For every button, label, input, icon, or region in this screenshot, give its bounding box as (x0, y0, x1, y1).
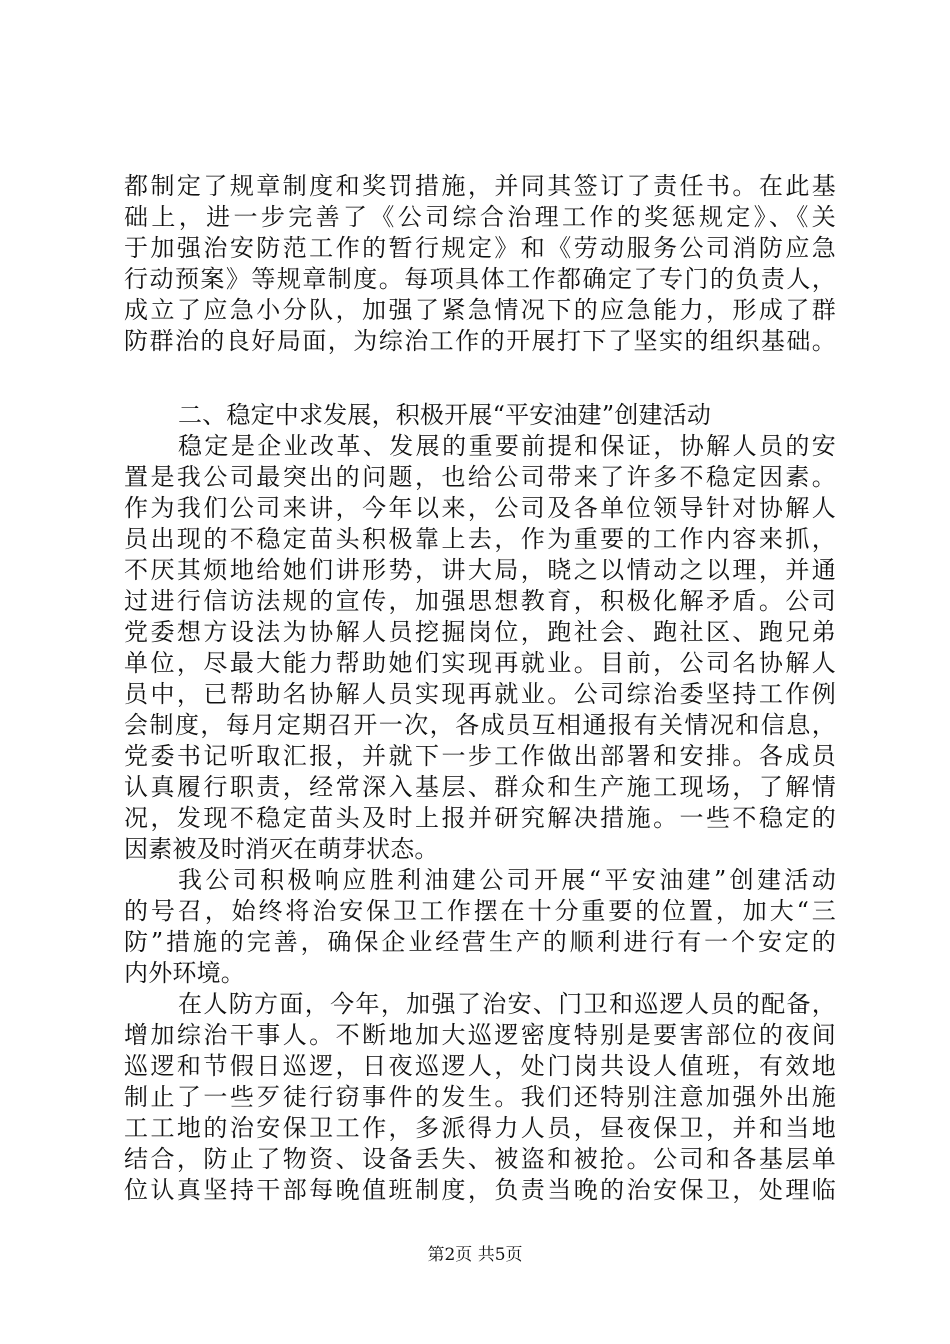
text-line: 成立了应急小分队，加强了紧急情况下的应急能力，形成了群 (124, 296, 836, 324)
text-line: 工工地的治安保卫工作，多派得力人员，昼夜保卫，并和当地 (124, 1114, 836, 1142)
text-line: 稳定是企业改革、发展的重要前提和保证，协解人员的安 (178, 432, 836, 460)
text-line: 位认真坚持干部每晚值班制度，负责当晚的治安保卫，处理临 (124, 1176, 836, 1204)
text-line: 我公司积极响应胜利油建公司开展“平安油建”创建活动 (178, 866, 836, 894)
paragraph-3 (124, 865, 836, 989)
text-line: 单位，尽最大能力帮助她们实现再就业。目前，公司名协解人 (124, 649, 836, 677)
text-line: 员出现的不稳定苗头积极靠上去，作为重要的工作内容来抓， (124, 525, 836, 553)
text-line: 况，发现不稳定苗头及时上报并研究解决措施。一些不稳定的 (124, 804, 836, 832)
text-line: 置是我公司最突出的问题，也给公司带来了许多不稳定因素。 (124, 463, 836, 491)
text-line: 在人防方面，今年，加强了治安、门卫和巡逻人员的配备， (178, 990, 836, 1018)
paragraph-4 (124, 989, 836, 1206)
text-line: 行动预案》等规章制度。每项具体工作都确定了专门的负责人， (124, 265, 836, 293)
text-line: 会制度，每月定期召开一次，各成员互相通报有关情况和信息， (124, 711, 836, 739)
text-line: 础上，进一步完善了《公司综合治理工作的奖惩规定》、《关 (124, 203, 836, 231)
text-line: 认真履行职责，经常深入基层、群众和生产施工现场，了解情 (124, 773, 836, 801)
text-line: 增加综治干事人。不断地加大巡逻密度特别是要害部位的夜间 (124, 1021, 836, 1049)
text-line: 结合，防止了物资、设备丢失、被盗和被抢。公司和各基层单 (124, 1145, 836, 1173)
paragraph-spacer (124, 357, 836, 400)
text-line: 巡逻和节假日巡逻，日夜巡逻人，处门岗共设人值班，有效地 (124, 1052, 836, 1080)
text-line: 的号召，始终将治安保卫工作摆在十分重要的位置，加大“三 (124, 897, 836, 925)
text-line: 都制定了规章制度和奖罚措施，并同其签订了责任书。在此基 (124, 172, 836, 200)
text-line: 党委想方设法为协解人员挖掘岗位，跑社会、跑社区、跑兄弟 (124, 618, 836, 646)
paragraph-1 (124, 171, 836, 357)
text-line: 员中，已帮助名协解人员实现再就业。公司综治委坚持工作例 (124, 680, 836, 708)
section-heading: 二、稳定中求发展，积极开展“平安油建”创建活动 (178, 401, 712, 429)
text-line: 内外环境。 (124, 959, 245, 987)
text-line: 制止了一些歹徒行窃事件的发生。我们还特别注意加强外出施 (124, 1083, 836, 1111)
text-line: 因素被及时消灭在萌芽状态。 (124, 835, 439, 863)
page-number-footer: 第2页 共5页 (427, 1245, 523, 1265)
text-line: 于加强治安防范工作的暂行规定》和《劳动服务公司消防应急 (124, 234, 836, 262)
text-line: 过进行信访法规的宣传，加强思想教育，积极化解矛盾。公司 (124, 587, 836, 615)
text-line: 不厌其烦地给她们讲形势，讲大局，晓之以情动之以理，并通 (124, 556, 836, 584)
document-body (124, 171, 836, 1206)
paragraph-2 (124, 431, 836, 865)
text-line: 作为我们公司来讲，今年以来，公司及各单位领导针对协解人 (124, 494, 836, 522)
text-line: 防”措施的完善，确保企业经营生产的顺利进行有一个安定的 (124, 928, 836, 956)
text-line: 防群治的良好局面，为综治工作的开展打下了坚实的组织基础。 (124, 327, 836, 355)
text-line: 党委书记听取汇报，并就下一步工作做出部署和安排。各成员 (124, 742, 836, 770)
